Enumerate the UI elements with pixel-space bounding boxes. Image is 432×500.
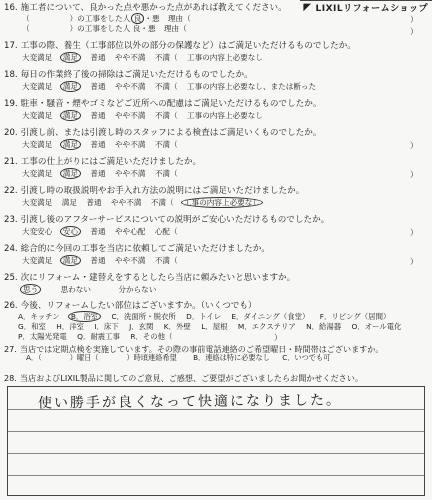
q25-options — [22, 285, 426, 295]
option[interactable]: 大変満足 — [22, 111, 53, 120]
q20-options — [22, 140, 426, 150]
question-number: 27. — [4, 344, 17, 354]
option[interactable]: やや不満 — [111, 198, 142, 207]
answer-rule-line — [8, 431, 424, 432]
question-26 — [4, 300, 428, 312]
q26-row-2 — [18, 322, 428, 332]
question-23 — [4, 214, 428, 226]
area-option[interactable]: C．洗面所・脱衣所 — [111, 312, 176, 321]
q28-answer-box[interactable] — [7, 386, 425, 496]
area-option[interactable]: M．エクステリア — [237, 322, 296, 331]
q16-row-1: （ ）の工事をした人 良 ・悪 理由（ — [22, 14, 191, 23]
question-text: 次にリフォーム・建替えをするとしたら当店に頼みたいと思いますか。 — [20, 273, 296, 283]
question-text: 施工者について、良かった点や悪かった点があれば教えてください。 — [20, 3, 287, 13]
question-22 — [4, 185, 428, 197]
q16-worker-label: ）の工事をした人 — [69, 24, 131, 33]
answer-rule-line — [8, 409, 424, 410]
option[interactable]: 工事の内容上必要なし — [187, 111, 263, 120]
option-selected[interactable]: 満足 — [60, 139, 81, 150]
option[interactable]: 不満（ — [154, 169, 178, 178]
brand-mark-icon: ◤ — [303, 2, 312, 13]
question-21 — [4, 156, 428, 168]
q24-options — [22, 256, 426, 266]
question-19 — [4, 98, 428, 110]
question-text: 当店およびLIXIL製品に関してのご意見、ご感想、ご要望がございましたらお聞かせください。 — [19, 373, 363, 383]
q16-paren-close-1: ） — [410, 15, 418, 24]
q28-handwritten-answer: 使い勝手が良くなって快適になりました。 — [37, 392, 343, 412]
option[interactable]: 大変満足 — [22, 82, 53, 91]
option[interactable]: やや不満 — [115, 82, 146, 91]
option[interactable]: 不満（ — [154, 256, 178, 265]
option[interactable]: 不満（ — [154, 53, 178, 62]
question-18 — [4, 69, 428, 81]
q21-paren-close: ） — [410, 170, 418, 179]
option[interactable]: 普通 — [86, 198, 102, 207]
q26-area-list — [18, 312, 428, 342]
question-number: 23. — [4, 215, 18, 225]
option[interactable]: 大変満足 — [22, 140, 53, 149]
area-option[interactable]: N．給湯器 — [306, 322, 342, 331]
option[interactable]: 不満（ — [150, 198, 174, 207]
question-text: 引渡し時の取扱説明やお手入れ方法の説明にはご満足いただけましたか。 — [20, 186, 305, 196]
answer-rule-line — [8, 475, 424, 476]
q20-paren-close: ） — [410, 141, 418, 150]
question-text: 工事の仕上がりにはご満足いただけましたか。 — [20, 157, 202, 167]
area-option[interactable]: P．太陽光発電 — [18, 332, 67, 341]
q16-row-2: （ ）の工事をした人 良・悪 理由（ — [22, 24, 187, 33]
option[interactable]: やや不満 — [115, 256, 146, 265]
brand-name: LIXILリフォームショップ — [315, 4, 428, 14]
option[interactable]: やや不満 — [115, 169, 146, 178]
q24-paren-close: ） — [410, 257, 418, 266]
question-text: 今後、リフォームしたい部位はございますか。（いくつでも） — [20, 301, 257, 311]
option[interactable]: 大変満足 — [22, 53, 53, 62]
question-number: 20. — [4, 128, 18, 138]
option[interactable]: 大変満足 — [22, 198, 53, 207]
area-option-selected[interactable]: B．浴室 — [68, 311, 101, 322]
option[interactable]: やや心配 — [115, 227, 146, 236]
q27-time-label: ）時頃連絡希望 — [126, 353, 177, 362]
area-option[interactable]: J．玄関 — [129, 322, 154, 331]
option-selected[interactable]: 満足 — [60, 110, 81, 121]
q27-day-label: ）曜日（ — [69, 353, 99, 362]
question-17 — [4, 40, 428, 52]
question-text: 当店では定期点検を実施しています。その際の事前電話連絡のご希望曜日・時間帯はございますか。 — [19, 344, 384, 354]
q16-paren: （ — [22, 24, 30, 33]
option[interactable]: 大変満足 — [22, 169, 53, 178]
area-option[interactable]: D．トイレ — [186, 312, 222, 321]
option[interactable]: 普通 — [90, 227, 106, 236]
question-16 — [4, 2, 428, 14]
area-option[interactable]: E．ダイニング（食堂） — [231, 312, 310, 321]
question-20 — [4, 127, 428, 139]
q16-worker-label: ）の工事をした人 — [69, 14, 131, 23]
q23-paren-close: ） — [410, 228, 418, 237]
option[interactable]: 普通 — [90, 169, 106, 178]
area-option[interactable]: F．リビング（居間） — [319, 312, 391, 321]
option[interactable]: 普通 — [90, 111, 106, 120]
area-option[interactable]: A．キッチン — [18, 312, 60, 321]
option[interactable]: 普通 — [90, 140, 106, 149]
q16-good-option[interactable]: 良 — [132, 24, 141, 33]
option-selected[interactable]: 工事の内容上必要なし — [181, 197, 263, 208]
q16-bad-option[interactable]: 悪 — [151, 14, 160, 23]
option[interactable]: 不満（ — [154, 140, 178, 149]
q22-options — [22, 198, 426, 208]
option[interactable]: やや不満 — [115, 111, 146, 120]
q16-paren: （ — [22, 14, 30, 23]
question-28 — [4, 372, 428, 384]
q17-options — [22, 53, 426, 63]
area-option[interactable]: Q．耐震工事 — [77, 332, 120, 341]
question-number: 17. — [4, 41, 18, 51]
option-selected[interactable]: 安心 — [60, 226, 81, 237]
option[interactable]: 工事の内容上必要なし — [187, 53, 263, 62]
option[interactable]: 分からない — [118, 285, 157, 294]
q26-row-1 — [18, 312, 428, 322]
option[interactable]: 不満（ — [154, 82, 178, 91]
area-option[interactable]: G．和室 — [18, 322, 46, 331]
question-number: 16. — [4, 3, 18, 13]
option[interactable]: 普通 — [90, 256, 106, 265]
q23-options — [22, 227, 426, 237]
question-number: 19. — [4, 99, 18, 109]
option[interactable]: 大変安心 — [22, 227, 53, 236]
option[interactable]: 心配（ — [154, 227, 178, 236]
option[interactable]: 満足 — [61, 198, 77, 207]
option[interactable]: 工事の内容上必要なし、または断った — [187, 82, 317, 91]
question-text: 毎日の作業終了後の掃除はご満足いただけるものでしたか。 — [20, 70, 253, 80]
question-number: 21. — [4, 157, 18, 167]
area-option[interactable]: K．外壁 — [163, 322, 191, 331]
option[interactable]: 普通 — [90, 82, 106, 91]
q16-reason-label: 理由（ — [163, 24, 187, 33]
option[interactable]: 不満（ — [154, 111, 178, 120]
option-selected[interactable]: 満足 — [60, 81, 81, 92]
q27-options — [26, 353, 426, 362]
question-text: 引渡し後のアフターサービスについての説明がご安心いただけるものでしたか。 — [20, 215, 330, 225]
q27-option-a[interactable]: A．（ — [26, 353, 42, 362]
option-selected[interactable]: 思う — [20, 284, 41, 295]
question-number: 24. — [4, 244, 18, 254]
area-option[interactable]: H．洋室 — [56, 322, 84, 331]
option[interactable]: やや不満 — [115, 53, 146, 62]
question-number: 22. — [4, 186, 18, 196]
q16-paren-close-2: ） — [410, 27, 418, 36]
option-selected[interactable]: 満足 — [60, 255, 81, 266]
option[interactable]: 普通 — [90, 53, 106, 62]
answer-rule-line — [8, 453, 424, 454]
question-number: 28. — [4, 373, 17, 383]
option[interactable]: 大変満足 — [22, 256, 53, 265]
question-text: 引渡し前、または引渡し時のスタッフによる検査はご満足いくものでしたか。 — [20, 128, 322, 138]
question-text: 総合的に今回の工事を当店に依頼してご満足いただけましたか。 — [20, 244, 270, 254]
q21-options — [22, 169, 426, 179]
question-number: 25. — [4, 273, 18, 283]
q19-options — [22, 111, 426, 121]
option[interactable]: 思わない — [60, 285, 91, 294]
q16-good-option[interactable]: 良 — [131, 13, 145, 24]
option[interactable]: やや不満 — [115, 140, 146, 149]
area-option[interactable]: L．屋根 — [201, 322, 228, 331]
question-number: 26. — [4, 301, 18, 311]
question-number: 18. — [4, 70, 18, 80]
q18-options — [22, 82, 426, 92]
option-selected[interactable]: 満足 — [60, 52, 81, 63]
area-option[interactable]: O．オール電化 — [351, 322, 402, 331]
question-text: 工事の際、養生（工事部位以外の部分の保護など）はご満足いただけるものでしたか。 — [20, 41, 356, 51]
q16-bad-option[interactable]: 悪 — [147, 24, 156, 33]
q27-option-c[interactable]: C．いつでも可 — [282, 353, 331, 362]
q26-paren-close: ） — [274, 333, 282, 342]
option-selected[interactable]: 満足 — [60, 168, 81, 179]
q16-reason-label: 理由（ — [167, 14, 191, 23]
question-25 — [4, 272, 428, 284]
area-option[interactable]: R．その他（ — [130, 332, 173, 341]
q26-row-3 — [18, 332, 428, 342]
question-text: 駐車・騒音・煙やゴミなどご近所への配慮はご満足いただけるものでしたか。 — [20, 99, 322, 109]
q27-option-b[interactable]: B．連絡は特に必要なし — [193, 353, 270, 362]
area-option[interactable]: I．床下 — [94, 322, 119, 331]
question-24 — [4, 243, 428, 255]
